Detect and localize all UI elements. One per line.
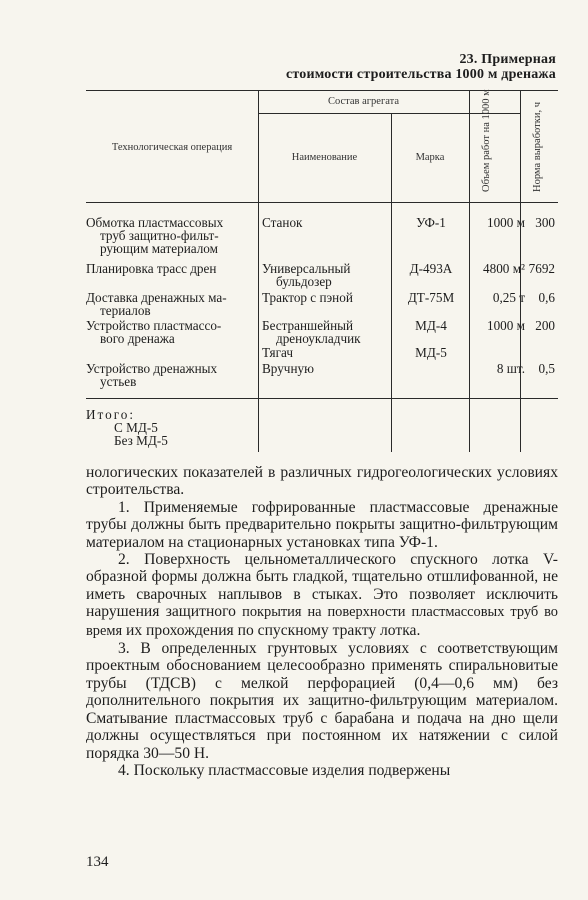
row-6-norm: 0,5 [538,361,555,376]
row-1-volume: 1000 м [486,215,525,230]
header-operation: Технологическая операция [111,142,233,153]
row-6-name: Вручную [262,361,314,376]
header-aggregate: Состав агрегата [327,96,400,107]
row-4-name: Бестраншейный дреноукладчик [262,318,361,346]
row-2-norm: 7692 [528,261,555,276]
row-6-operation: Устройство дренажных устьев [86,361,218,389]
total-top-rule [86,398,558,399]
body-text [86,464,558,779]
page-number: 134 [86,854,109,870]
row-3-norm: 0,6 [538,290,555,305]
row-4-volume: 1000 м [486,318,525,333]
row-5-name: Тягач [262,345,293,360]
caption-line-2: стоимости строительства 1000 м дренажа [285,67,556,82]
row-3-name: Трактор с пэной [262,290,353,305]
total-with-md5: С МД-5 [114,420,158,435]
table-caption [286,52,556,82]
row-4-norm: 200 [535,318,555,333]
row-3-mark: ДТ-75М [407,290,455,305]
col-rule-2 [391,113,392,452]
header-name: Наименование [291,152,358,163]
row-2-volume: 4800 м² [483,261,525,276]
row-4-operation: Устройство пластмассо- вого дренажа [86,318,222,346]
total-label: Итого: [86,407,136,422]
row-1-name: Станок [262,215,303,230]
header-norm: Норма выработки, ч [532,102,543,192]
paragraph-3: 3. В определенных грунтовых условиях с соответствующим проектным обоснованием целесообразно применять спиральновитые трубы (ТДСВ) с мелкой перфорацией (0,4—0,6 мм) без дополнительного покрытия их защитно-фильтрующим материалом. Сматывание пластмассовых труб с барабана и подача на дно щели должны осуществляться при постоянном их натяжении с силой порядка 30—50 Н. [86,640,558,762]
row-5-mark: МД-5 [415,345,447,360]
row-1-operation: Обмотка пластмассовых труб защитно-фильт- рующим материалом [86,215,224,256]
row-3-operation: Доставка дренажных ма- териалов [86,290,227,318]
header-bottom-rule [86,202,558,203]
header-volume: Объем работ на 1000 м [481,89,492,192]
total-without-md5: Без МД-5 [114,433,168,448]
paragraph-1: 1. Применяемые гофрированные пластмассовые дренажные трубы должны быть предварительно покрыты защитно-фильтрующим материалом на стационарных установках типа УФ-1. [86,498,558,551]
row-2-mark: Д-493А [409,261,453,276]
row-4-mark: МД-4 [415,318,447,333]
row-6-volume: 8 шт. [496,361,525,376]
paragraph-2: 2. Поверхность цельнометаллического спускного лотка V-образной формы должна быть гладкой, тщательно отшлифованной, не иметь сварочных наплывов в стыках. Это позволяет исключить нарушения защитного покрытия на поверхности пластмассовых труб во время их прохождения по спускному тракту лотка. [86,551,558,639]
operations-table [86,88,558,452]
col-rule-1 [258,90,259,452]
paragraph-4: 4. Поскольку пластмассовые изделия подвержены [118,761,451,779]
row-1-norm: 300 [535,215,555,230]
row-1-mark: УФ-1 [416,215,446,230]
header-mark: Марка [415,152,445,163]
caption-line-1: 23. Примерная [459,52,556,67]
paragraph-0: нологических показателей в различных гидрогеологических условиях строительства. [86,464,558,499]
row-2-name: Универсальный бульдозер [262,261,351,289]
row-3-volume: 0,25 т [492,290,525,305]
row-2-operation: Планировка трасс дрен [86,261,217,276]
